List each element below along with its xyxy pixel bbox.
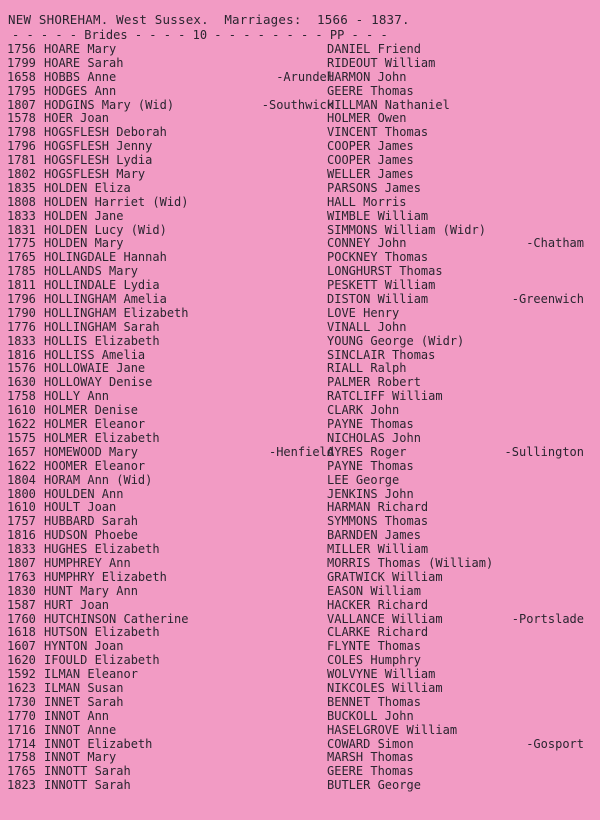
groom-name: VALLANCE William xyxy=(327,611,443,626)
marriage-row xyxy=(0,376,600,390)
marriage-year: 1795 xyxy=(7,83,36,98)
marriage-year: 1578 xyxy=(7,111,36,126)
marriage-row xyxy=(0,279,600,293)
groom-name: HARMON John xyxy=(327,69,407,84)
marriage-year: 1765 xyxy=(7,250,36,265)
marriage-row xyxy=(0,237,600,251)
groom-name: LOVE Henry xyxy=(327,305,400,320)
marriage-year: 1811 xyxy=(7,278,36,293)
groom-name: HALL Morris xyxy=(327,194,407,209)
marriage-row xyxy=(0,529,600,543)
marriage-row xyxy=(0,224,600,238)
marriage-row xyxy=(0,307,600,321)
groom-name: SIMMONS William (Widr) xyxy=(327,222,486,237)
groom-name: DISTON William xyxy=(327,292,429,307)
marriage-row xyxy=(0,404,600,418)
groom-name: AYRES Roger xyxy=(327,444,407,459)
marriage-year: 1630 xyxy=(7,375,36,390)
groom-name: BENNET Thomas xyxy=(327,694,421,709)
bride-name: HOULDEN Ann xyxy=(44,486,124,501)
marriage-row xyxy=(0,251,600,265)
bride-name: INNOT Anne xyxy=(44,722,117,737)
groom-name: SINCLAIR Thomas xyxy=(327,347,436,362)
marriage-row xyxy=(0,738,600,752)
bride-name: INNOTT Sarah xyxy=(44,764,131,779)
groom-name: CLARK John xyxy=(327,403,400,418)
groom-name: CLARKE Richard xyxy=(327,625,429,640)
marriage-year: 1592 xyxy=(7,667,36,682)
bride-name: HUNT Mary Ann xyxy=(44,583,138,598)
marriage-row xyxy=(0,418,600,432)
bride-name: HOLLY Ann xyxy=(44,389,110,404)
marriage-year: 1807 xyxy=(7,97,36,112)
marriage-row xyxy=(0,710,600,724)
bride-name: ILMAN Eleanor xyxy=(44,667,138,682)
bride-name: HOLDEN Mary xyxy=(44,236,124,251)
marriage-row xyxy=(0,751,600,765)
marriage-year: 1785 xyxy=(7,264,36,279)
groom-name: CONNEY John xyxy=(327,236,407,251)
groom-parish-note: -Chatham xyxy=(526,236,584,251)
page-title: NEW SHOREHAM. West Sussex. Marriages: 1566 - 1837. xyxy=(8,12,410,27)
marriage-row xyxy=(0,432,600,446)
marriage-year: 1716 xyxy=(7,722,36,737)
groom-name: HASELGROVE William xyxy=(327,722,458,737)
groom-name: NICHOLAS John xyxy=(327,430,421,445)
marriage-year: 1714 xyxy=(7,736,36,751)
bride-name: INNOT Elizabeth xyxy=(44,736,153,751)
bride-name: HOLMER Elizabeth xyxy=(44,430,160,445)
bride-name: HUMPHRY Elizabeth xyxy=(44,569,167,584)
marriage-row xyxy=(0,71,600,85)
groom-name: LEE George xyxy=(327,472,400,487)
bride-name: HOLLIS Elizabeth xyxy=(44,333,160,348)
marriage-row xyxy=(0,501,600,515)
bride-name: HURT Joan xyxy=(44,597,110,612)
marriage-year: 1804 xyxy=(7,472,36,487)
marriage-row xyxy=(0,182,600,196)
bride-name: HOARE Sarah xyxy=(44,55,124,70)
groom-name: MILLER William xyxy=(327,542,429,557)
marriage-row xyxy=(0,765,600,779)
bride-name: HUTCHINSON Catherine xyxy=(44,611,189,626)
groom-name: RIALL Ralph xyxy=(327,361,407,376)
marriage-year: 1833 xyxy=(7,333,36,348)
groom-name: GEERE Thomas xyxy=(327,764,414,779)
marriage-year: 1776 xyxy=(7,319,36,334)
marriage-year: 1833 xyxy=(7,542,36,557)
marriage-row xyxy=(0,85,600,99)
bride-name: HOLDEN Lucy (Wid) xyxy=(44,222,167,237)
groom-parish-note: -Sullington xyxy=(504,444,584,459)
marriage-year: 1808 xyxy=(7,194,36,209)
marriage-year: 1730 xyxy=(7,694,36,709)
marriage-row xyxy=(0,265,600,279)
bride-name: HOARE Mary xyxy=(44,42,117,56)
bride-name: HOOMER Eleanor xyxy=(44,458,146,473)
groom-name: HARMAN Richard xyxy=(327,500,429,515)
groom-name: COOPER James xyxy=(327,153,414,168)
groom-name: RATCLIFF William xyxy=(327,389,443,404)
marriage-year: 1781 xyxy=(7,153,36,168)
bride-name: HOLLINDALE Lydia xyxy=(44,278,160,293)
marriage-row xyxy=(0,779,600,793)
marriage-year: 1830 xyxy=(7,583,36,598)
marriage-year: 1576 xyxy=(7,361,36,376)
bride-name: HOER Joan xyxy=(44,111,110,126)
groom-name: VINALL John xyxy=(327,319,407,334)
marriage-year: 1831 xyxy=(7,222,36,237)
groom-name: HACKER Richard xyxy=(327,597,429,612)
groom-name: JENKINS John xyxy=(327,486,414,501)
bride-name: HOMEWOOD Mary xyxy=(44,444,138,459)
bride-name: HOLLOWAY Denise xyxy=(44,375,153,390)
marriage-row xyxy=(0,474,600,488)
marriage-row xyxy=(0,362,600,376)
marriage-year: 1657 xyxy=(7,444,36,459)
marriage-row xyxy=(0,168,600,182)
groom-name: WIMBLE William xyxy=(327,208,429,223)
bride-name: HOLLINGHAM Amelia xyxy=(44,292,167,307)
groom-parish-note: -Portslade xyxy=(511,611,584,626)
bride-name: HOLINGDALE Hannah xyxy=(44,250,167,265)
marriage-year: 1796 xyxy=(7,139,36,154)
groom-name: HOLMER Owen xyxy=(327,111,407,126)
marriage-year: 1775 xyxy=(7,236,36,251)
bride-name: HUDSON Phoebe xyxy=(44,528,138,543)
marriage-row xyxy=(0,112,600,126)
bride-name: HOLLISS Amelia xyxy=(44,347,146,362)
groom-name: BUCKOLL John xyxy=(327,708,414,723)
marriage-year: 1835 xyxy=(7,180,36,195)
marriage-row xyxy=(0,293,600,307)
bride-name: HOLLINGHAM Elizabeth xyxy=(44,305,189,320)
bride-name: HOLMER Eleanor xyxy=(44,417,146,432)
bride-name: HOULT Joan xyxy=(44,500,117,515)
groom-name: COWARD Simon xyxy=(327,736,414,751)
marriage-year: 1757 xyxy=(7,514,36,529)
groom-name: GRATWICK William xyxy=(327,569,443,584)
marriage-year: 1622 xyxy=(7,417,36,432)
marriage-year: 1823 xyxy=(7,778,36,793)
groom-name: COLES Humphry xyxy=(327,653,421,668)
bride-name: HOGSFLESH Lydia xyxy=(44,153,153,168)
bride-name: INNET Sarah xyxy=(44,694,124,709)
column-subheading: - - - - - Brides - - - - 10 - - - - - - - - PP - - - xyxy=(12,28,388,42)
marriage-row xyxy=(0,335,600,349)
bride-name: HUTSON Elizabeth xyxy=(44,625,160,640)
marriage-row xyxy=(0,640,600,654)
groom-parish-note: -Gosport xyxy=(526,736,584,751)
bride-name: IFOULD Elizabeth xyxy=(44,653,160,668)
bride-name: HOGSFLESH Jenny xyxy=(44,139,153,154)
marriage-row xyxy=(0,682,600,696)
bride-name: HOLLINGHAM Sarah xyxy=(44,319,160,334)
bride-name: HOGSFLESH Mary xyxy=(44,167,146,182)
marriage-row xyxy=(0,349,600,363)
groom-name: YOUNG George (Widr) xyxy=(327,333,465,348)
groom-name: PALMER Robert xyxy=(327,375,421,390)
marriage-year: 1756 xyxy=(7,42,36,56)
marriage-row xyxy=(0,210,600,224)
marriage-year: 1802 xyxy=(7,167,36,182)
bride-name: HOLLANDS Mary xyxy=(44,264,138,279)
groom-name: WELLER James xyxy=(327,167,414,182)
marriage-year: 1807 xyxy=(7,555,36,570)
groom-name: SYMMONS Thomas xyxy=(327,514,429,529)
bride-name: HORAM Ann (Wid) xyxy=(44,472,153,487)
groom-name: PAYNE Thomas xyxy=(327,417,414,432)
marriage-year: 1790 xyxy=(7,305,36,320)
groom-name: NIKCOLES William xyxy=(327,680,443,695)
bride-name: HOGSFLESH Deborah xyxy=(44,125,167,140)
marriage-row xyxy=(0,460,600,474)
marriage-row xyxy=(0,654,600,668)
groom-name: MARSH Thomas xyxy=(327,750,414,765)
bride-name: HOLLOWAIE Jane xyxy=(44,361,146,376)
marriage-row xyxy=(0,626,600,640)
marriage-year: 1816 xyxy=(7,347,36,362)
marriage-row xyxy=(0,557,600,571)
bride-name: HOLMER Denise xyxy=(44,403,138,418)
groom-name: GEERE Thomas xyxy=(327,83,414,98)
marriage-year: 1799 xyxy=(7,55,36,70)
groom-name: LONGHURST Thomas xyxy=(327,264,443,279)
bride-name: HUBBARD Sarah xyxy=(44,514,138,529)
groom-name: PESKETT William xyxy=(327,278,436,293)
bride-name: HOLDEN Harriet (Wid) xyxy=(44,194,189,209)
marriage-row xyxy=(0,613,600,627)
groom-name: MORRIS Thomas (William) xyxy=(327,555,494,570)
bride-name: INNOTT Sarah xyxy=(44,778,131,793)
marriage-row xyxy=(0,599,600,613)
bride-parish-note: -Arundel xyxy=(276,69,334,84)
marriage-row xyxy=(0,196,600,210)
bride-name: INNOT Mary xyxy=(44,750,117,765)
bride-name: HODGES Ann xyxy=(44,83,117,98)
marriage-year: 1622 xyxy=(7,458,36,473)
groom-name: EASON William xyxy=(327,583,421,598)
marriage-year: 1800 xyxy=(7,486,36,501)
bride-name: HOLDEN Eliza xyxy=(44,180,131,195)
marriage-row xyxy=(0,668,600,682)
bride-name: ILMAN Susan xyxy=(44,680,124,695)
marriage-row xyxy=(0,515,600,529)
marriage-row xyxy=(0,390,600,404)
bride-name: HOLDEN Jane xyxy=(44,208,124,223)
groom-name: FLYNTE Thomas xyxy=(327,639,421,654)
marriage-year: 1587 xyxy=(7,597,36,612)
marriage-year: 1607 xyxy=(7,639,36,654)
marriage-year: 1760 xyxy=(7,611,36,626)
marriage-list xyxy=(0,43,600,793)
groom-name: PAYNE Thomas xyxy=(327,458,414,473)
marriage-row xyxy=(0,57,600,71)
marriage-year: 1623 xyxy=(7,680,36,695)
marriage-year: 1758 xyxy=(7,389,36,404)
marriage-year: 1620 xyxy=(7,653,36,668)
marriage-row xyxy=(0,488,600,502)
groom-name: POCKNEY Thomas xyxy=(327,250,429,265)
marriage-year: 1610 xyxy=(7,500,36,515)
marriage-row xyxy=(0,543,600,557)
marriage-row xyxy=(0,43,600,57)
marriage-year: 1833 xyxy=(7,208,36,223)
marriage-row xyxy=(0,126,600,140)
groom-name: HILLMAN Nathaniel xyxy=(327,97,450,112)
marriage-year: 1770 xyxy=(7,708,36,723)
bride-name: HYNTON Joan xyxy=(44,639,124,654)
bride-name: HUMPHREY Ann xyxy=(44,555,131,570)
bride-parish-note: -Southwick xyxy=(261,97,334,112)
marriage-row xyxy=(0,585,600,599)
marriage-year: 1618 xyxy=(7,625,36,640)
marriage-row xyxy=(0,140,600,154)
marriage-year: 1796 xyxy=(7,292,36,307)
bride-parish-note: -Henfield xyxy=(268,444,334,459)
marriage-row xyxy=(0,154,600,168)
groom-name: RIDEOUT William xyxy=(327,55,436,70)
groom-parish-note: -Greenwich xyxy=(511,292,584,307)
marriage-year: 1763 xyxy=(7,569,36,584)
bride-name: HODGINS Mary (Wid) xyxy=(44,97,175,112)
marriage-year: 1765 xyxy=(7,764,36,779)
marriage-row xyxy=(0,571,600,585)
groom-name: WOLVYNE William xyxy=(327,667,436,682)
marriage-row xyxy=(0,446,600,460)
marriage-year: 1816 xyxy=(7,528,36,543)
marriage-row xyxy=(0,696,600,710)
bride-name: HUGHES Elizabeth xyxy=(44,542,160,557)
bride-name: INNOT Ann xyxy=(44,708,110,723)
groom-name: COOPER James xyxy=(327,139,414,154)
groom-name: VINCENT Thomas xyxy=(327,125,429,140)
marriage-year: 1575 xyxy=(7,430,36,445)
marriage-year: 1758 xyxy=(7,750,36,765)
groom-name: DANIEL Friend xyxy=(327,42,421,56)
groom-name: PARSONS James xyxy=(327,180,421,195)
marriage-row xyxy=(0,724,600,738)
marriage-year: 1798 xyxy=(7,125,36,140)
groom-name: BUTLER George xyxy=(327,778,421,793)
groom-name: BARNDEN James xyxy=(327,528,421,543)
marriage-row xyxy=(0,321,600,335)
marriage-row xyxy=(0,99,600,113)
marriage-year: 1610 xyxy=(7,403,36,418)
marriage-year: 1658 xyxy=(7,69,36,84)
bride-name: HOBBS Anne xyxy=(44,69,117,84)
